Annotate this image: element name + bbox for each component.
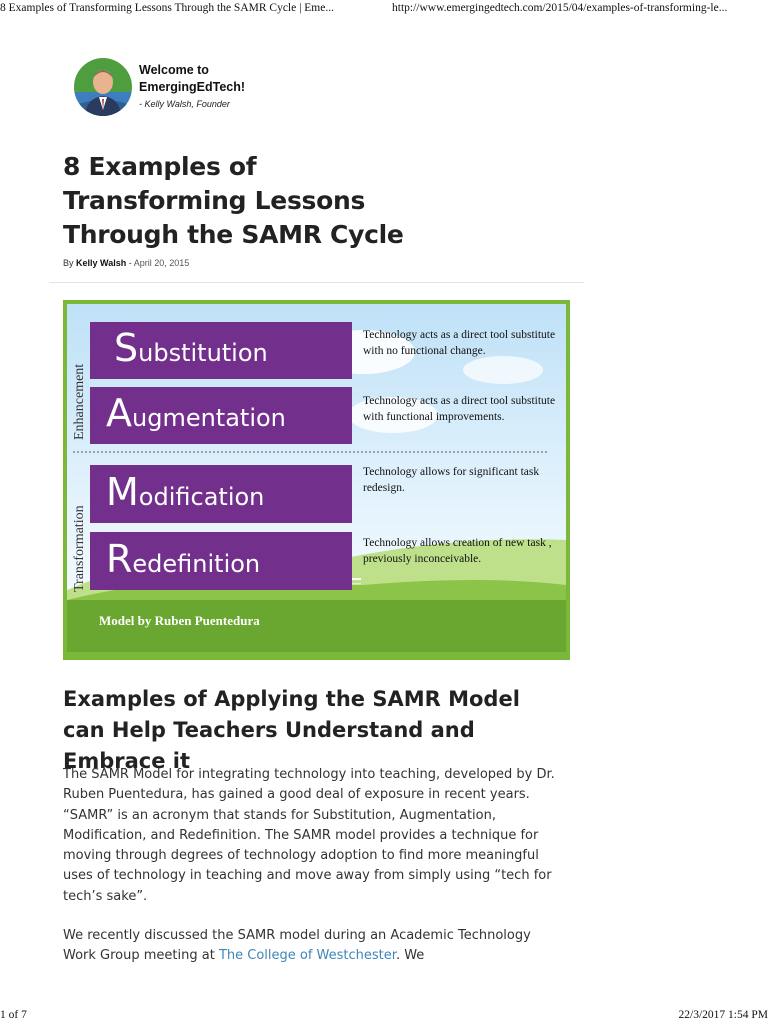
publish-date: April 20, 2015 — [133, 258, 190, 268]
page-number: 1 of 7 — [0, 1009, 27, 1021]
enhancement-label: Enhancement — [72, 363, 87, 440]
substitution-description: Technology acts as a direct tool substitute with no functional change. — [363, 329, 556, 357]
body-paragraph-1: The SAMR Model for integrating technology into teaching, developed by Dr. Ruben Puentedura, has gained a good deal of exposure in recent years. “SAMR” is an acronym that stands for Substitution, Augmentation, Modification, and Redefinition. The SAMR model provides a technique for moving through degrees of technology adoption to find more meaningful uses of technology in teaching and move away from simply using “tech for tech’s sake”. — [63, 767, 555, 904]
paragraph-2-tail: . We — [395, 948, 425, 964]
redefinition-letter: R — [106, 537, 133, 581]
print-footer — [0, 1009, 768, 1024]
redefinition-bar — [90, 532, 352, 590]
print-timestamp: 22/3/2017 1:54 PM — [678, 1009, 768, 1021]
byline-by: By — [63, 258, 74, 268]
print-page-url: http://www.emergingedtech.com/2015/04/examples-of-transforming-le... — [392, 2, 728, 14]
title-divider — [49, 282, 584, 283]
substitution-rest: ubstitution — [138, 339, 268, 367]
model-credit: Model by Ruben Puentedura — [99, 613, 260, 628]
substitution-bar — [90, 322, 352, 379]
modification-description: Technology allows for significant task redesign. — [363, 466, 540, 494]
welcome-subtitle: - Kelly Walsh, Founder — [139, 99, 230, 109]
modification-bar — [90, 465, 352, 523]
print-page-title: 8 Examples of Transforming Lessons Through the SAMR Cycle | Eme... — [0, 2, 334, 14]
redefinition-rest: edefinition — [132, 550, 261, 578]
modification-rest: odification — [138, 483, 265, 511]
paragraph-2-text: We recently discussed the SAMR model during an Academic Technology Work Group meeting at — [63, 928, 531, 964]
augmentation-rest: ugmentation — [132, 404, 286, 432]
redefinition-description: Technology allows creation of new task , previously inconceivable. — [363, 537, 552, 565]
augmentation-letter: A — [106, 391, 132, 435]
modification-letter: M — [106, 470, 139, 514]
print-header — [0, 0, 768, 18]
college-link[interactable]: The College of Westchester — [218, 948, 396, 964]
samr-model-graphic — [63, 300, 570, 660]
byline — [63, 258, 189, 268]
welcome-title: Welcome to EmergingEdTech! — [139, 63, 246, 94]
body-paragraph-2 — [63, 926, 563, 967]
byline-separator: - — [126, 258, 134, 268]
augmentation-description: Technology acts as a direct tool substitute with functional improvements. — [363, 395, 556, 423]
augmentation-bar — [90, 387, 352, 444]
welcome-banner[interactable] — [70, 56, 270, 120]
article-title: 8 Examples of Transforming Lessons Through the SAMR Cycle — [63, 152, 404, 249]
substitution-letter: S — [114, 326, 139, 370]
section-heading: Examples of Applying the SAMR Model can Help Teachers Understand and Embrace it — [63, 687, 520, 773]
author-link[interactable]: Kelly Walsh — [76, 258, 127, 268]
founder-avatar — [74, 58, 132, 116]
transformation-label: Transformation — [72, 505, 87, 592]
